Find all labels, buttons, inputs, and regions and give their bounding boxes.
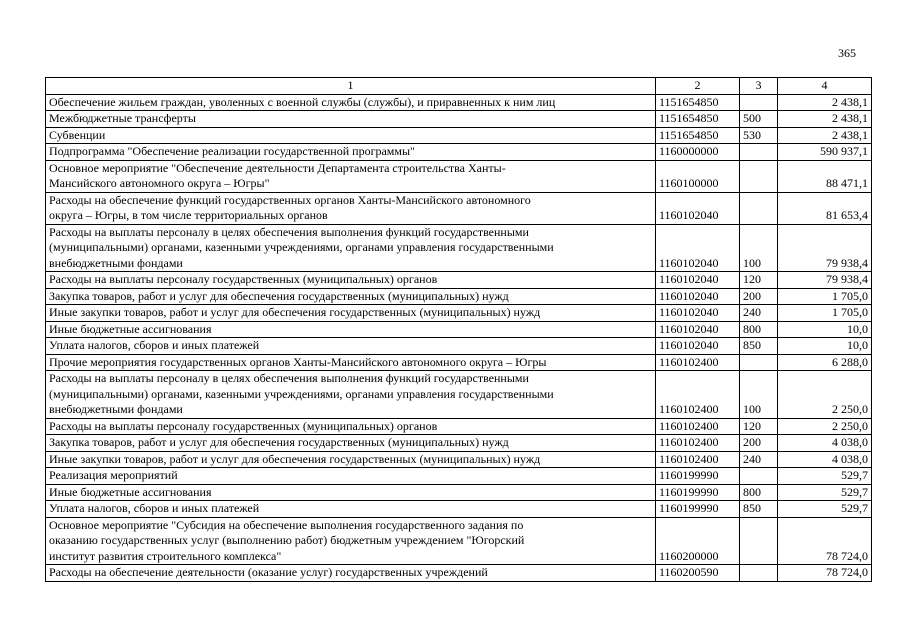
cell-code: 1160102040 — [656, 288, 740, 305]
cell-name: Расходы на выплаты персоналу государственных (муниципальных) органов — [46, 418, 656, 435]
header-col-code: 2 — [656, 78, 740, 95]
cell-name: Расходы на выплаты персоналу в целях обеспечения выполнения функций государственными (муниципальными) органами, казенными учреждениями, органами управления государственными внебюджетными фондами — [46, 371, 656, 419]
table-row — [46, 94, 872, 111]
cell-type: 100 — [740, 371, 778, 419]
table-row — [46, 354, 872, 371]
cell-type: 100 — [740, 224, 778, 272]
cell-type — [740, 354, 778, 371]
cell-code: 1160102040 — [656, 224, 740, 272]
cell-name: Основное мероприятие "Субсидия на обеспечение выполнения государственного задания по оказанию государственных услуг (выполнению работ) бюджетным учреждением "Югорский институт развития строительного комплекса" — [46, 517, 656, 565]
cell-code: 1160102400 — [656, 418, 740, 435]
cell-type: 120 — [740, 272, 778, 289]
cell-amount: 529,7 — [778, 468, 872, 485]
cell-amount: 6 288,0 — [778, 354, 872, 371]
cell-code: 1160102040 — [656, 305, 740, 322]
cell-amount: 2 438,1 — [778, 94, 872, 111]
cell-name: Иные закупки товаров, работ и услуг для обеспечения государственных (муниципальных) нужд — [46, 305, 656, 322]
cell-code: 1160000000 — [656, 144, 740, 161]
cell-name: Закупка товаров, работ и услуг для обеспечения государственных (муниципальных) нужд — [46, 288, 656, 305]
table-row — [46, 565, 872, 582]
header-col-type: 3 — [740, 78, 778, 95]
cell-amount: 78 724,0 — [778, 565, 872, 582]
cell-code: 1160102400 — [656, 451, 740, 468]
table-row — [46, 321, 872, 338]
table-row — [46, 192, 872, 224]
table-row — [46, 468, 872, 485]
table-row — [46, 484, 872, 501]
cell-type: 500 — [740, 111, 778, 128]
header-col-amount: 4 — [778, 78, 872, 95]
cell-type: 240 — [740, 451, 778, 468]
table-row — [46, 305, 872, 322]
budget-table-body — [46, 78, 872, 582]
table-header-row — [46, 78, 872, 95]
cell-amount: 2 250,0 — [778, 418, 872, 435]
cell-type: 200 — [740, 435, 778, 452]
cell-code: 1160102040 — [656, 321, 740, 338]
cell-amount: 590 937,1 — [778, 144, 872, 161]
cell-amount: 2 438,1 — [778, 127, 872, 144]
cell-name: Закупка товаров, работ и услуг для обеспечения государственных (муниципальных) нужд — [46, 435, 656, 452]
cell-amount: 88 471,1 — [778, 160, 872, 192]
cell-code: 1160200590 — [656, 565, 740, 582]
table-row — [46, 111, 872, 128]
cell-name: Подпрограмма "Обеспечение реализации государственной программы" — [46, 144, 656, 161]
table-row — [46, 371, 872, 419]
table-row — [46, 160, 872, 192]
cell-code: 1160102400 — [656, 371, 740, 419]
cell-name: Расходы на выплаты персоналу в целях обеспечения выполнения функций государственными (муниципальными) органами, казенными учреждениями, органами управления государственными внебюджетными фондами — [46, 224, 656, 272]
cell-amount: 1 705,0 — [778, 305, 872, 322]
table-row — [46, 272, 872, 289]
cell-amount: 78 724,0 — [778, 517, 872, 565]
cell-type — [740, 144, 778, 161]
cell-code: 1160100000 — [656, 160, 740, 192]
cell-name: Иные бюджетные ассигнования — [46, 321, 656, 338]
cell-type — [740, 565, 778, 582]
cell-code: 1151654850 — [656, 94, 740, 111]
cell-amount: 2 250,0 — [778, 371, 872, 419]
table-row — [46, 144, 872, 161]
header-col-name: 1 — [46, 78, 656, 95]
cell-type: 200 — [740, 288, 778, 305]
cell-name: Расходы на обеспечение деятельности (оказание услуг) государственных учреждений — [46, 565, 656, 582]
cell-amount: 10,0 — [778, 338, 872, 355]
cell-name: Уплата налогов, сборов и иных платежей — [46, 501, 656, 518]
cell-name: Прочие мероприятия государственных органов Ханты-Мансийского автономного округа – Югры — [46, 354, 656, 371]
cell-code: 1160199990 — [656, 501, 740, 518]
cell-code: 1160102040 — [656, 338, 740, 355]
cell-amount: 2 438,1 — [778, 111, 872, 128]
cell-type: 850 — [740, 501, 778, 518]
budget-table — [45, 77, 872, 582]
cell-name: Реализация мероприятий — [46, 468, 656, 485]
cell-amount: 1 705,0 — [778, 288, 872, 305]
cell-type: 530 — [740, 127, 778, 144]
table-row — [46, 127, 872, 144]
cell-name: Иные бюджетные ассигнования — [46, 484, 656, 501]
table-row — [46, 224, 872, 272]
cell-amount: 10,0 — [778, 321, 872, 338]
cell-name: Субвенции — [46, 127, 656, 144]
cell-name: Расходы на выплаты персоналу государственных (муниципальных) органов — [46, 272, 656, 289]
cell-type: 800 — [740, 484, 778, 501]
cell-name: Межбюджетные трансферты — [46, 111, 656, 128]
cell-amount: 79 938,4 — [778, 224, 872, 272]
cell-type: 240 — [740, 305, 778, 322]
cell-code: 1160102400 — [656, 435, 740, 452]
cell-name: Основное мероприятие "Обеспечение деятельности Департамента строительства Ханты- Мансийского автономного округа – Югры" — [46, 160, 656, 192]
cell-type — [740, 94, 778, 111]
cell-code: 1160200000 — [656, 517, 740, 565]
table-row — [46, 288, 872, 305]
cell-type: 800 — [740, 321, 778, 338]
table-row — [46, 338, 872, 355]
cell-code: 1160102400 — [656, 354, 740, 371]
cell-code: 1160199990 — [656, 468, 740, 485]
table-row — [46, 451, 872, 468]
cell-code: 1160199990 — [656, 484, 740, 501]
cell-type — [740, 160, 778, 192]
cell-amount: 79 938,4 — [778, 272, 872, 289]
cell-amount: 529,7 — [778, 484, 872, 501]
cell-amount: 4 038,0 — [778, 435, 872, 452]
cell-amount: 529,7 — [778, 501, 872, 518]
cell-amount: 4 038,0 — [778, 451, 872, 468]
cell-name: Уплата налогов, сборов и иных платежей — [46, 338, 656, 355]
table-row — [46, 435, 872, 452]
cell-name: Обеспечение жильем граждан, уволенных с военной службы (службы), и приравненных к ним лиц — [46, 94, 656, 111]
cell-type: 850 — [740, 338, 778, 355]
cell-type — [740, 517, 778, 565]
cell-name: Расходы на обеспечение функций государственных органов Ханты-Мансийского автономного округа – Югры, в том числе территориальных органов — [46, 192, 656, 224]
page-number: 365 — [838, 46, 856, 60]
cell-code: 1151654850 — [656, 111, 740, 128]
table-row — [46, 501, 872, 518]
cell-type: 120 — [740, 418, 778, 435]
cell-code: 1151654850 — [656, 127, 740, 144]
cell-amount: 81 653,4 — [778, 192, 872, 224]
cell-code: 1160102040 — [656, 272, 740, 289]
cell-name: Иные закупки товаров, работ и услуг для обеспечения государственных (муниципальных) нужд — [46, 451, 656, 468]
table-row — [46, 517, 872, 565]
cell-code: 1160102040 — [656, 192, 740, 224]
cell-type — [740, 192, 778, 224]
table-row — [46, 418, 872, 435]
cell-type — [740, 468, 778, 485]
